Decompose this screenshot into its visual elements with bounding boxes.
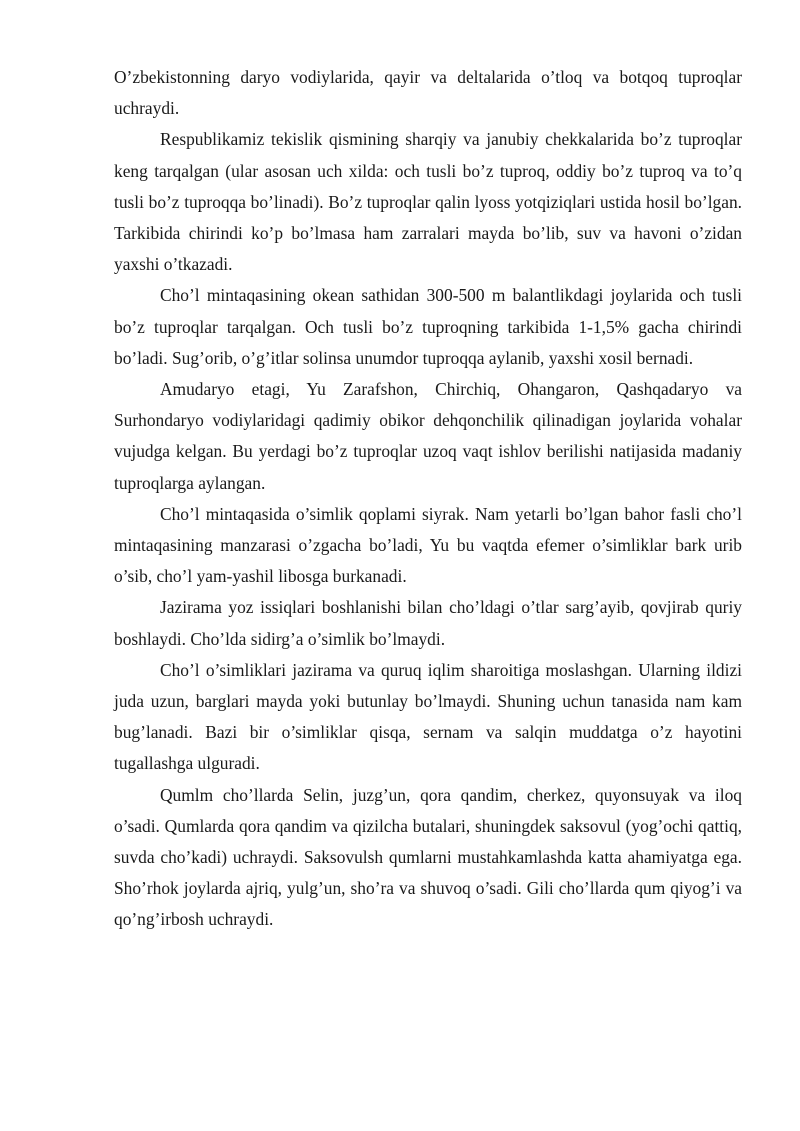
paragraph-6: Jazirama yoz issiqlari boshlanishi bilan cho’ldagi o’tlar sarg’ayib, qovjirab quriy boshlaydi. Cho’lda sidirg’a o’simlik bo’lmaydi. — [114, 597, 742, 649]
paragraph-7: Cho’l o’simliklari jazirama va quruq iqlim sharoitiga moslashgan. Ularning ildizi juda uzun, barglari mayda yoki butunlay bo’lmaydi. Shuning uchun tanasida nam kam bug’lanadi. Bazi bir o’simliklar qisqa, sernam va salqin muddatga o’z hayotini tugallashga ulguradi. — [114, 659, 742, 774]
paragraph-4: Amudaryo etagi, Yu Zarafshon, Chirchiq, Ohangaron, Qashqadaryo va Surhondaryo vodiylaridagi qadimiy obikor dehqonchilik qilinadigan joylarida vohalar vujudga kelgan. Bu yerdagi bo’z tuproqlar uzoq vaqt ishlov berilishi natijasida madaniy tuproqlarga aylangan. — [114, 379, 742, 493]
document-body — [114, 62, 742, 936]
paragraph-8: Qumlm cho’llarda Selin, juzg’un, qora qandim, cherkez, quyonsuyak va iloq o’sadi. Qumlarda qora qandim va qizilcha butalari, shuningdek saksovul (yog’ochi qattiq, suvda cho’kadi) uchraydi. Saksovulsh qumlarni mustahkamlashda katta ahamiyatga ega. Sho’rhok joylarda ajriq, yulg’un, sho’ra va shuvoq o’sadi. Gili cho’llarda qum qiyog’i va qo’ng’irbosh uchraydi. — [114, 784, 742, 930]
paragraph-3: Cho’l mintaqasining okean sathidan 300-500 m balantlikdagi joylarida och tusli bo’z tuproqlar tarqalgan. Och tusli bo’z tuproqning tarkibida 1-1,5% gacha chirindi bo’ladi. Sug’orib, o’g’itlar solinsa unumdor tuproqqa aylanib, yaxshi xosil bernadi. — [114, 285, 742, 368]
paragraph-1: O’zbekistonning daryo vodiylarida, qayir va deltalarida o’tloq va botqoq tuproqlar uchraydi. — [114, 67, 742, 119]
paragraph-2: Respublikamiz tekislik qismining sharqiy va janubiy chekkalarida bo’z tuproqlar keng tarqalgan (ular asosan uch xilda: och tusli bo’z tuproq, oddiy bo’z tuproq va to’q tusli bo’z tuproqqa bo’linadi). Bo’z tuproqlar qalin lyoss yotqiziqlari ustida hosil bo’lgan. Tarkibida chirindi ko’p bo’lmasa ham zarralari mayda bo’lib, suv va havoni o’zidan yaxshi o’tkazadi. — [114, 129, 742, 275]
paragraph-5: Cho’l mintaqasida o’simlik qoplami siyrak. Nam yetarli bo’lgan bahor fasli cho’l mintaqasining manzarasi o’zgacha bo’ladi, Yu bu vaqtda efemer o’simliklar bark urib o’sib, cho’l yam-yashil libosga burkanadi. — [114, 503, 742, 587]
